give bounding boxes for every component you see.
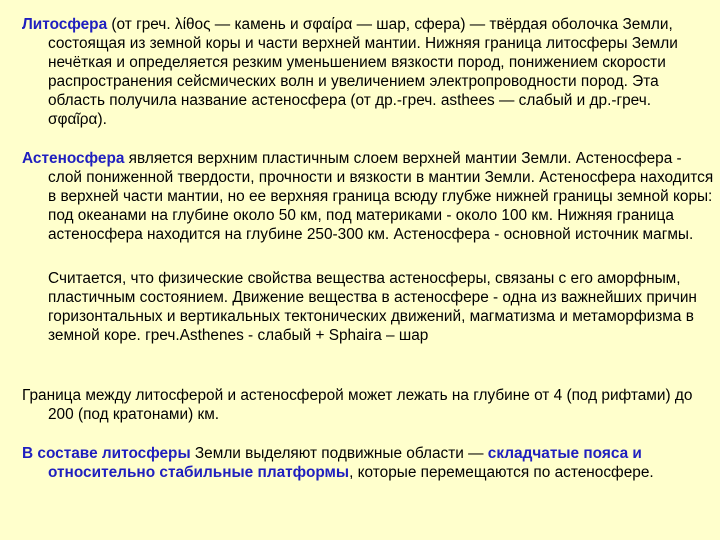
paragraph-boundary: [22, 387, 714, 425]
term-fold-belts-platforms: складчатые пояса и относительно стабильные платформы: [48, 445, 642, 481]
paragraph-composition-text-b: , которые перемещаются по астеносфере.: [349, 463, 654, 481]
paragraph-asthenosphere-properties-text: Считается, что физические свойства вещества астеносферы, связаны с его аморфным, пластичным состоянием. Движение вещества в астеносфере - одна из важнейших причин горизонтальных и вертикальных тектонических движений, магматизма и метаморфизма в земной коре. греч.Asthenes - слабый + Sphaira – шар: [48, 270, 697, 344]
paragraph-composition-text-a: Земли выделяют подвижные области —: [190, 445, 488, 462]
paragraph-boundary-text: Граница между литосферой и астеносферой может лежать на глубине от 4 (под рифтами) до 200 (под кратонами) км.: [22, 387, 693, 423]
paragraph-lithosphere: [22, 16, 714, 129]
paragraph-asthenosphere-properties: [22, 270, 714, 346]
paragraph-asthenosphere: [22, 150, 714, 245]
paragraph-lithosphere-composition: [22, 445, 714, 483]
paragraph-asthenosphere-text: является верхним пластичным слоем верхней мантии Земли. Астеносфера - слой пониженной твердости, прочности и вязкости в мантии Земли. Астеносфера находится в верхней части мантии, но ее верхняя граница всюду глубже нижней границы земной коры: под океанами на глубине около 50 км, под материками - около 100 км. Нижняя граница астеносфера находится на глубине 250-300 км. Астеносфера - основной источник магмы.: [48, 150, 714, 243]
term-composition: В составе литосферы: [22, 445, 191, 462]
term-asthenosphere: Астеносфера: [22, 150, 125, 167]
term-lithosphere: Литосфера: [22, 16, 108, 33]
paragraph-lithosphere-text: (от греч. λίθος — камень и σφαίρα — шар, сфера) — твёрдая оболочка Земли, состоящая из земной коры и части верхней мантии. Нижняя граница литосферы Земли нечёткая и определяется резким уменьшением вязкости пород, понижением скорости распространения сейсмических волн и увеличением электропроводности пород. Эта область получила название астеносфера (от др.-греч. asthees — слабый и др.-греч. σφαῖρα).: [48, 16, 678, 128]
